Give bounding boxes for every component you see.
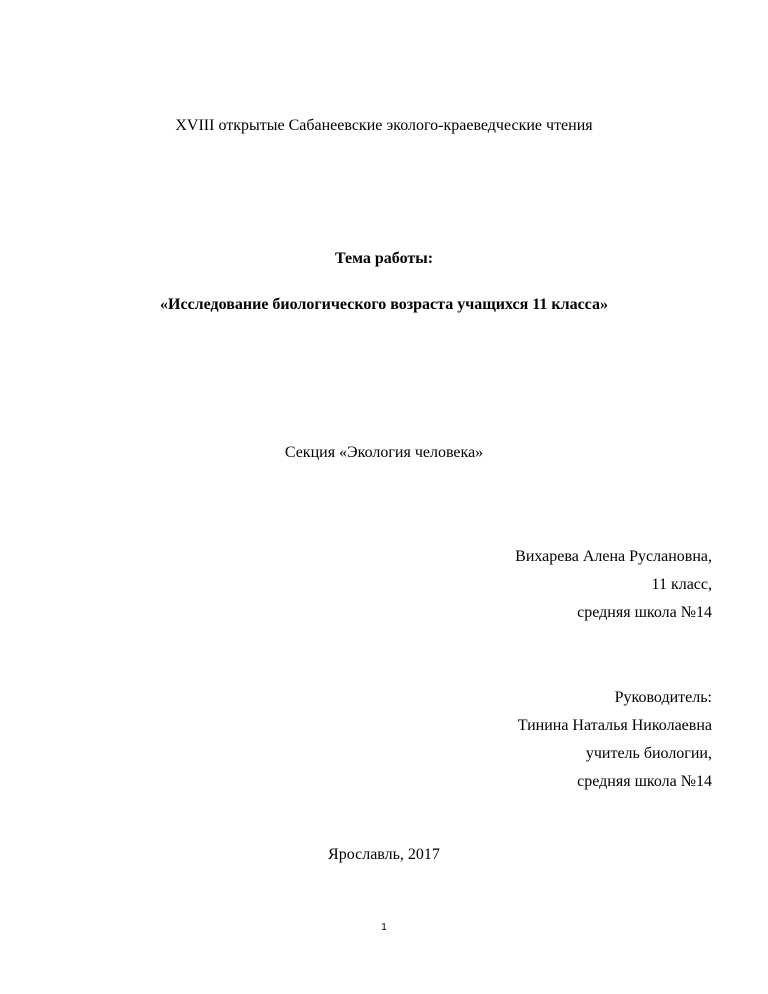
author-block xyxy=(515,543,712,627)
conference-title: XVIII открытые Сабанеевские эколого-краеведческие чтения xyxy=(175,117,593,134)
author-school: средняя школа №14 xyxy=(577,604,712,621)
theme-label: Тема работы: xyxy=(334,250,434,267)
page-number: 1 xyxy=(381,922,387,933)
theme-title: «Исследование биологического возраста учащихся 11 класса» xyxy=(160,296,608,313)
supervisor-position: учитель биологии, xyxy=(585,745,712,762)
place-year: Ярославль, 2017 xyxy=(328,846,440,863)
supervisor-name: Тинина Наталья Николаевна xyxy=(517,717,712,734)
author-grade: 11 класс, xyxy=(651,576,712,593)
section-title: Секция «Экология человека» xyxy=(284,444,484,461)
author-name: Вихарева Алена Руслановна, xyxy=(515,548,712,565)
supervisor-block xyxy=(518,684,712,796)
supervisor-school: средняя школа №14 xyxy=(577,773,712,790)
supervisor-label: Руководитель: xyxy=(614,689,712,706)
